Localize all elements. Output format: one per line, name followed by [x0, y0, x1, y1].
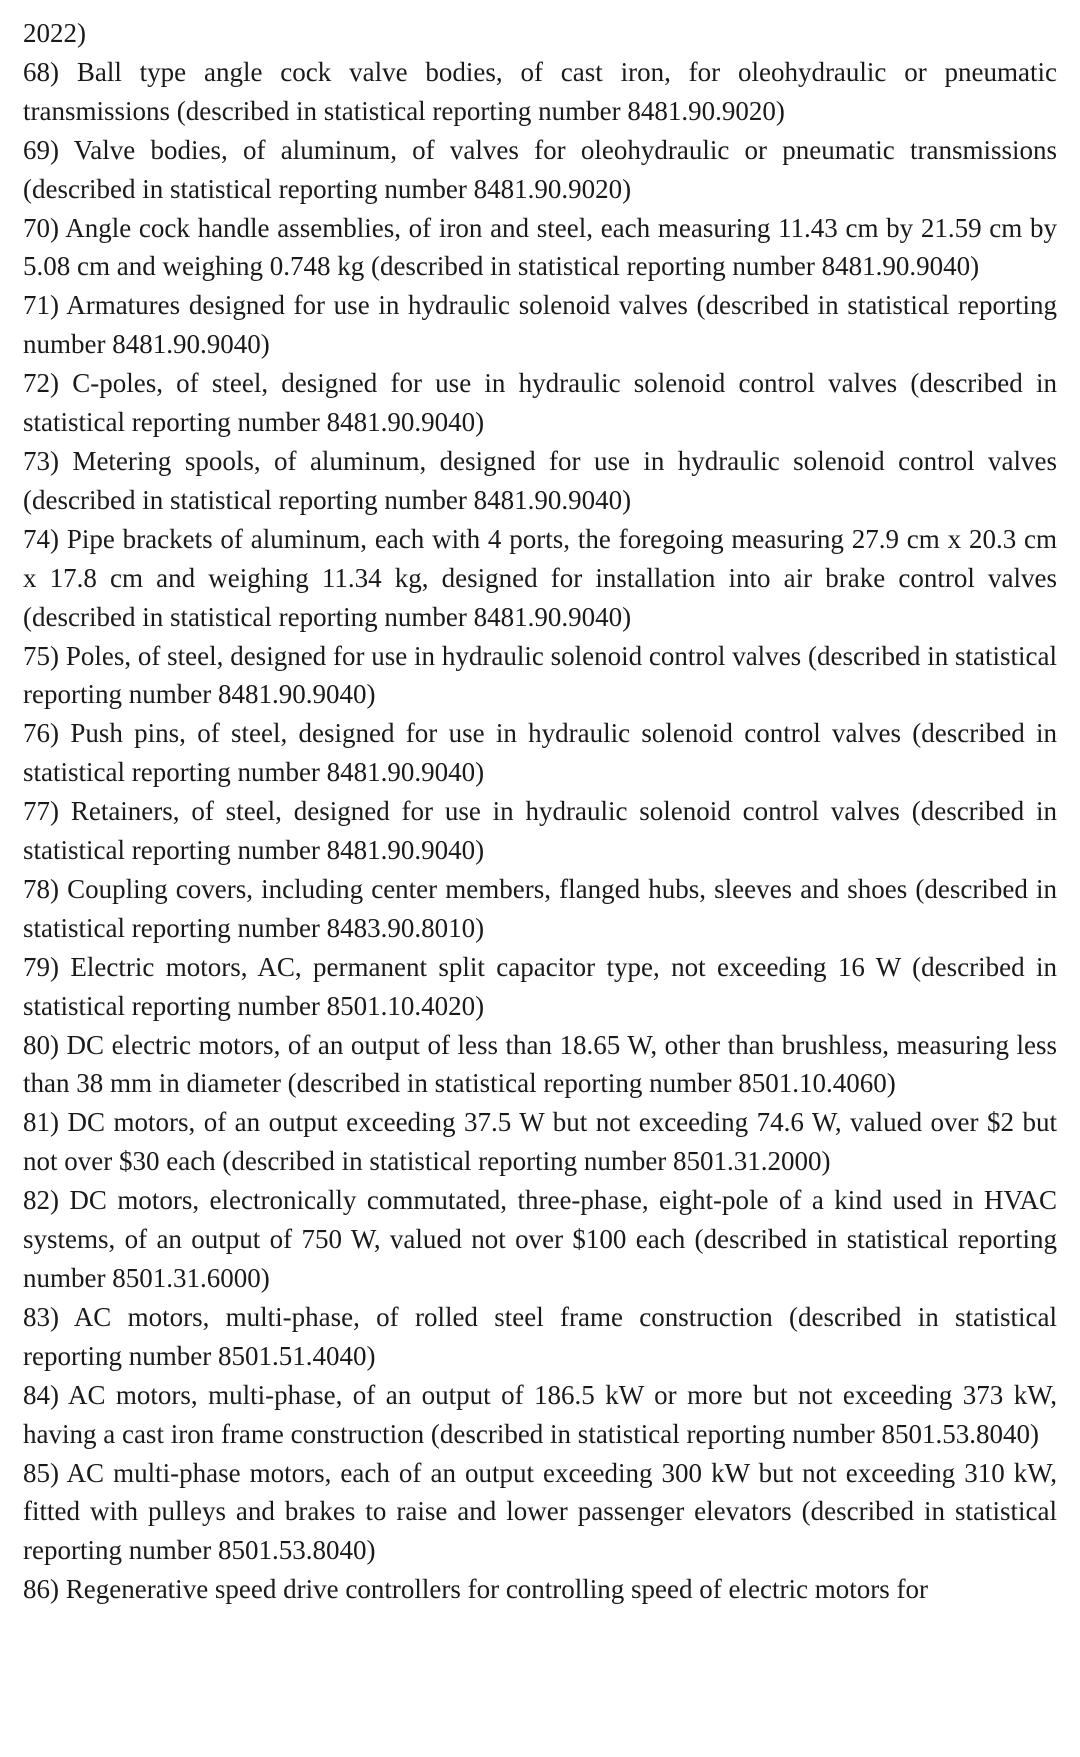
entry-text: Retainers, of steel, designed for use in hydraulic solenoid control valves (described in statistical reporting number 8481.90.9040) [23, 796, 1057, 866]
entry-text: DC motors, of an output exceeding 37.5 W but not exceeding 74.6 W, valued over $2 but not over $30 each (described in statistical reporting number 8501.31.2000) [23, 1107, 1057, 1177]
entry-text: Metering spools, of aluminum, designed for use in hydraulic solenoid control valves (described in statistical reporting number 8481.90.9040) [23, 445, 1057, 515]
entry-number: 81) [23, 1107, 59, 1138]
entry-text: AC multi-phase motors, each of an output exceeding 300 kW but not exceeding 310 kW, fitted with pulleys and brakes to raise and lower passenger elevators (described in statistical reporting number 8501.53.8040) [23, 1457, 1057, 1566]
entry-text: C-poles, of steel, designed for use in hydraulic solenoid control valves (described in statistical reporting number 8481.90.9040) [23, 368, 1057, 438]
entry-text: DC motors, electronically commutated, three-phase, eight-pole of a kind used in HVAC systems, of an output of 750 W, valued not over $100 each (described in statistical reporting number 8501.31.6000) [23, 1185, 1057, 1293]
entry-number: 83) [23, 1301, 59, 1332]
list-item [23, 1298, 1057, 1376]
entry-text: Coupling covers, including center members, flanged hubs, sleeves and shoes (described in statistical reporting number 8483.90.8010) [23, 873, 1057, 943]
list-item [23, 714, 1057, 792]
document-page [23, 14, 1057, 1609]
entry-text: Valve bodies, of aluminum, of valves for oleohydraulic or pneumatic transmissions (described in statistical reporting number 8481.90.9020) [23, 134, 1057, 204]
list-item [23, 131, 1057, 209]
list-item [23, 870, 1057, 948]
entry-number: 82) [23, 1185, 59, 1216]
entry-number: 68) [23, 56, 59, 87]
entry-number: 86) [23, 1574, 59, 1605]
entry-text: DC electric motors, of an output of less than 18.65 W, other than brushless, measuring less than 38 mm in diameter (described in statistical reporting number 8501.10.4060) [23, 1029, 1058, 1099]
entry-number: 76) [23, 718, 59, 749]
entry-number: 78) [23, 873, 59, 904]
entry-list [23, 53, 1057, 1609]
list-item [23, 1454, 1057, 1571]
entry-number: 75) [23, 640, 59, 671]
entry-text: Push pins, of steel, designed for use in hydraulic solenoid control valves (described in statistical reporting number 8481.90.9040) [23, 718, 1058, 788]
entry-number: 71) [23, 290, 59, 321]
list-item [23, 53, 1057, 131]
list-item [23, 364, 1057, 442]
entry-text: Angle cock handle assemblies, of iron and steel, each measuring 11.43 cm by 21.59 cm by 5.08 cm and weighing 0.748 kg (described in statistical reporting number 8481.90.9040) [23, 212, 1057, 282]
entry-number: 79) [23, 951, 59, 982]
list-item [23, 520, 1057, 637]
list-item [23, 1376, 1057, 1454]
list-item [23, 209, 1057, 287]
list-item [23, 1103, 1057, 1181]
entry-number: 80) [23, 1029, 59, 1060]
entry-text: Electric motors, AC, permanent split capacitor type, not exceeding 16 W (described in statistical reporting number 8501.10.4020) [23, 951, 1057, 1021]
entry-number: 69) [23, 134, 59, 165]
entry-number: 72) [23, 368, 59, 399]
entry-text: Armatures designed for use in hydraulic solenoid valves (described in statistical reporting number 8481.90.9040) [23, 290, 1057, 360]
entry-number: 73) [23, 445, 59, 476]
list-item [23, 1181, 1057, 1298]
entry-text: Poles, of steel, designed for use in hydraulic solenoid control valves (described in statistical reporting number 8481.90.9040) [23, 640, 1058, 710]
entry-number: 74) [23, 523, 59, 554]
list-item [23, 286, 1057, 364]
entry-text: Regenerative speed drive controllers for controlling speed of electric motors for [65, 1574, 928, 1605]
entry-number: 70) [23, 212, 59, 243]
entry-text: Pipe brackets of aluminum, each with 4 ports, the foregoing measuring 27.9 cm x 20.3 cm x 17.8 cm and weighing 11.34 kg, designed for installation into air brake control valves (described in statistical reporting number 8481.90.9040) [23, 523, 1058, 632]
list-item [23, 442, 1057, 520]
list-item [23, 1570, 1057, 1609]
entry-number: 77) [23, 796, 59, 827]
list-item [23, 637, 1057, 715]
list-item [23, 792, 1057, 870]
list-item [23, 1026, 1057, 1104]
continuation-line: 2022) [23, 18, 86, 48]
list-item [23, 948, 1057, 1026]
entry-number: 85) [23, 1457, 59, 1488]
entry-number: 84) [23, 1379, 59, 1410]
entry-text: Ball type angle cock valve bodies, of cast iron, for oleohydraulic or pneumatic transmissions (described in statistical reporting number 8481.90.9020) [23, 56, 1058, 126]
entry-text: AC motors, multi-phase, of an output of 186.5 kW or more but not exceeding 373 kW, having a cast iron frame construction (described in statistical reporting number 8501.53.8040) [23, 1379, 1058, 1449]
entry-text: AC motors, multi-phase, of rolled steel frame construction (described in statistical reporting number 8501.51.4040) [23, 1301, 1057, 1371]
